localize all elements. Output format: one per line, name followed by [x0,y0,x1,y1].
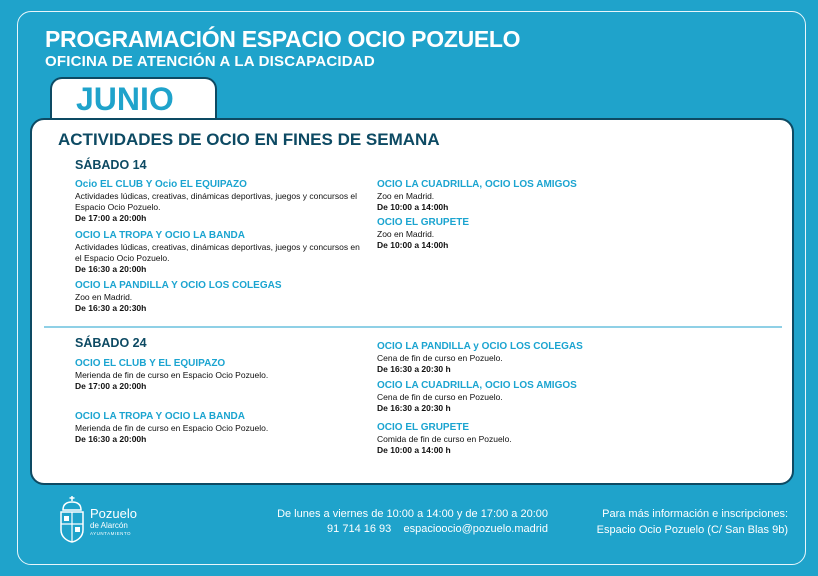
logo-ayuntamiento: AYUNTAMIENTO [90,531,132,536]
activity-time: De 16:30 a 20:00h [75,264,147,274]
email-link[interactable]: espacioocio@pozuelo.madrid [403,523,548,535]
pozuelo-logo [58,494,178,544]
activity-item [75,230,365,275]
activity-time: De 10:00 a 14:00h [377,202,449,212]
activity-description: Zoo en Madrid. [377,229,435,239]
activity-item [75,411,365,445]
phone: 91 714 16 93 [327,523,392,535]
info-line-1: Para más información e inscripciones: [602,508,788,520]
coat-of-arms-icon [58,494,86,544]
activity-name: OCIO LA PANDILLA Y OCIO LOS COLEGAS [75,280,282,291]
activity-name: OCIO LA PANDILLA y OCIO LOS COLEGAS [377,341,583,352]
info-line-2: Espacio Ocio Pozuelo (C/ San Blas 9b) [596,524,788,536]
activities-panel [30,118,794,485]
activity-item [377,179,667,213]
activity-time: De 17:00 a 20:00h [75,381,147,391]
activity-item [75,280,365,314]
activity-item [377,217,667,251]
activity-name: Ocio EL CLUB Y Ocio EL EQUIPAZO [75,179,247,190]
activity-time: De 16:30 a 20:00h [75,434,147,444]
divider [44,326,782,328]
activity-name: OCIO EL GRUPETE [377,422,470,433]
activity-time: De 16:30 a 20:30 h [377,364,451,374]
logo-sub: de Alarcón [90,521,128,530]
activity-description: Actividades lúdicas, creativas, dinámicas deportivas, juegos y concursos el Espacio Ocio Pozuelo. [75,191,358,212]
month-tab [50,77,217,123]
page-subtitle: OFICINA DE ATENCIÓN A LA DISCAPACIDAD [45,53,375,70]
activity-name: OCIO LA TROPA Y OCIO LA BANDA [75,230,246,241]
activity-description: Merienda de fin de curso en Espacio Ocio Pozuelo. [75,370,269,380]
activity-item [377,422,667,456]
activity-item [75,179,365,224]
activity-time: De 17:00 a 20:00h [75,213,147,223]
logo-name: Pozuelo [90,506,137,521]
activity-time: De 16:30 a 20:30h [75,303,147,313]
opening-hours: De lunes a viernes de 10:00 a 14:00 y de 17:00 a 20:00 [277,508,548,520]
activity-time: De 10:00 a 14:00 h [377,445,451,455]
activity-time: De 16:30 a 20:30 h [377,403,451,413]
activity-description: Cena de fin de curso en Pozuelo. [377,392,503,402]
contact-info [277,507,548,537]
activity-description: Comida de fin de curso en Pozuelo. [377,434,512,444]
activity-item [377,380,667,414]
activity-name: OCIO EL CLUB Y EL EQUIPAZO [75,358,226,369]
day-label: SÁBADO 24 [75,336,147,350]
activity-name: OCIO LA CUADRILLA, OCIO LOS AMIGOS [377,380,577,391]
activity-description: Merienda de fin de curso en Espacio Ocio Pozuelo. [75,423,269,433]
page-title: PROGRAMACIÓN ESPACIO OCIO POZUELO [45,26,521,52]
activity-description: Cena de fin de curso en Pozuelo. [377,353,503,363]
more-info [597,506,788,538]
activity-time: De 10:00 a 14:00h [377,240,449,250]
activity-description: Actividades lúdicas, creativas, dinámicas deportivas, juegos y concursos en el Espacio Ocio Pozuelo. [75,242,360,263]
activity-description: Zoo en Madrid. [75,292,133,302]
activity-item [75,358,365,392]
day-label: SÁBADO 14 [75,158,147,172]
month-label: JUNIO [76,81,174,117]
activity-name: OCIO EL GRUPETE [377,217,470,228]
activity-name: OCIO LA TROPA Y OCIO LA BANDA [75,411,246,422]
activity-name: OCIO LA CUADRILLA, OCIO LOS AMIGOS [377,179,577,190]
activity-description: Zoo en Madrid. [377,191,435,201]
activity-item [377,341,667,375]
panel-heading: ACTIVIDADES DE OCIO EN FINES DE SEMANA [58,130,440,149]
